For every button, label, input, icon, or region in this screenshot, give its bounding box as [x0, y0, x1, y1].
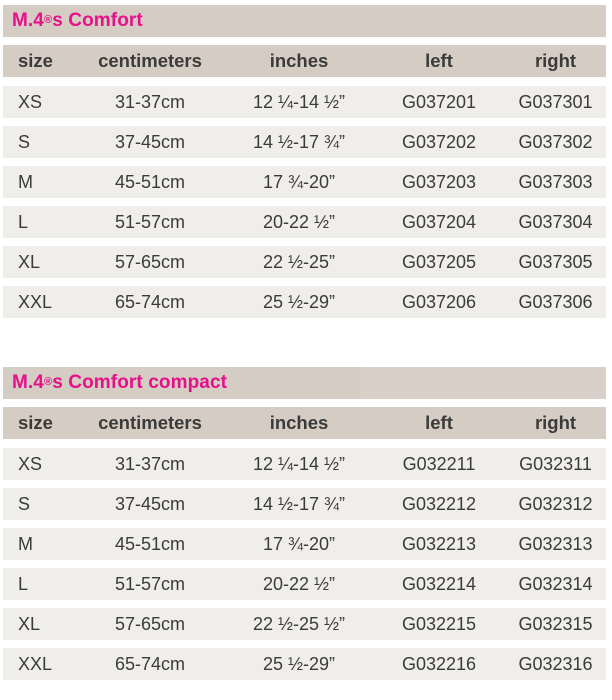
table-row — [3, 648, 606, 680]
size-cell: S — [18, 131, 31, 152]
left-code-cell: G032213 — [401, 533, 477, 554]
left-code-cell: G037204 — [401, 211, 477, 232]
centimeters-cell: 57-65cm — [114, 251, 186, 272]
inches-cell: 22 ½-25” — [262, 251, 336, 272]
left-code-cell: G032212 — [401, 493, 477, 514]
size-cell: XL — [18, 251, 41, 272]
right-code-cell: G032314 — [518, 573, 593, 594]
size-cell: XS — [18, 453, 43, 474]
table-title-bar — [3, 367, 606, 399]
inches-cell: 20-22 ½” — [262, 211, 336, 232]
left-code-cell: G032214 — [401, 573, 477, 594]
table-section-comfort-compact — [3, 367, 606, 680]
column-header-left: left — [425, 412, 453, 433]
table-row — [3, 86, 606, 118]
size-cell: XXL — [18, 653, 53, 674]
table-row — [3, 448, 606, 480]
centimeters-cell: 65-74cm — [114, 653, 186, 674]
table-row — [3, 166, 606, 198]
left-code-cell: G032216 — [401, 653, 477, 674]
inches-cell: 12 ¼-14 ½” — [252, 91, 346, 112]
right-code-cell: G037302 — [518, 131, 593, 152]
inches-cell: 12 ¼-14 ½” — [252, 453, 346, 474]
size-cell: XL — [18, 613, 41, 634]
centimeters-cell: 31-37cm — [114, 453, 186, 474]
table-row — [3, 568, 606, 600]
registered-trademark: ® — [43, 13, 53, 26]
table-body — [3, 448, 606, 680]
right-code-cell: G032316 — [518, 653, 593, 674]
column-header-centimeters: centimeters — [98, 412, 202, 433]
left-code-cell: G037205 — [401, 251, 477, 272]
inches-cell: 14 ½-17 ¾” — [252, 131, 346, 152]
left-code-cell: G037202 — [401, 131, 477, 152]
table-section-comfort — [3, 5, 606, 318]
centimeters-cell: 65-74cm — [114, 291, 186, 312]
size-cell: XS — [18, 91, 43, 112]
inches-cell: 14 ½-17 ¾” — [252, 493, 346, 514]
table-title-main: M.4 — [12, 10, 44, 31]
right-code-cell: G032315 — [518, 613, 593, 634]
table-row — [3, 126, 606, 158]
table-title-rest: s Comfort compact — [52, 372, 228, 393]
inches-cell: 20-22 ½” — [262, 573, 336, 594]
right-code-cell: G032313 — [518, 533, 593, 554]
inches-cell: 17 ¾-20” — [262, 533, 336, 554]
table-row — [3, 608, 606, 640]
table-header-row — [3, 45, 606, 77]
column-header-right: right — [534, 412, 577, 433]
size-cell: S — [18, 493, 31, 514]
column-header-left: left — [425, 50, 453, 71]
table-title-bar — [3, 5, 606, 37]
inches-cell: 25 ½-29” — [262, 291, 336, 312]
column-header-size: size — [18, 412, 53, 433]
centimeters-cell: 45-51cm — [114, 533, 186, 554]
column-header-right: right — [534, 50, 577, 71]
right-code-cell: G032311 — [519, 453, 592, 474]
table-title-rest: s Comfort — [52, 10, 143, 31]
column-header-centimeters: centimeters — [98, 50, 202, 71]
centimeters-cell: 51-57cm — [114, 573, 186, 594]
inches-cell: 25 ½-29” — [262, 653, 336, 674]
size-cell: L — [18, 211, 29, 232]
right-code-cell: G032312 — [518, 493, 593, 514]
left-code-cell: G037206 — [401, 291, 477, 312]
table-row — [3, 286, 606, 318]
column-header-inches: inches — [269, 412, 329, 433]
left-code-cell: G032211 — [402, 453, 476, 474]
column-header-size: size — [18, 50, 53, 71]
right-code-cell: G037306 — [518, 291, 593, 312]
right-code-cell: G037301 — [518, 91, 593, 112]
left-code-cell: G037201 — [401, 91, 477, 112]
size-cell: M — [18, 533, 33, 554]
registered-trademark: ® — [43, 375, 53, 388]
table-body — [3, 86, 606, 318]
table-row — [3, 528, 606, 560]
centimeters-cell: 37-45cm — [114, 493, 186, 514]
column-header-inches: inches — [269, 50, 329, 71]
table-row — [3, 488, 606, 520]
table-title-main: M.4 — [12, 372, 44, 393]
right-code-cell: G037305 — [518, 251, 593, 272]
inches-cell: 22 ½-25 ½” — [252, 613, 346, 634]
size-cell: M — [18, 171, 33, 192]
right-code-cell: G037304 — [518, 211, 593, 232]
centimeters-cell: 57-65cm — [114, 613, 186, 634]
left-code-cell: G032215 — [401, 613, 477, 634]
size-cell: L — [18, 573, 29, 594]
centimeters-cell: 37-45cm — [114, 131, 186, 152]
table-header-row — [3, 407, 606, 439]
centimeters-cell: 51-57cm — [114, 211, 186, 232]
left-code-cell: G037203 — [401, 171, 477, 192]
inches-cell: 17 ¾-20” — [262, 171, 336, 192]
centimeters-cell: 31-37cm — [114, 91, 186, 112]
centimeters-cell: 45-51cm — [114, 171, 186, 192]
table-row — [3, 246, 606, 278]
right-code-cell: G037303 — [518, 171, 593, 192]
size-cell: XXL — [18, 291, 53, 312]
table-row — [3, 206, 606, 238]
